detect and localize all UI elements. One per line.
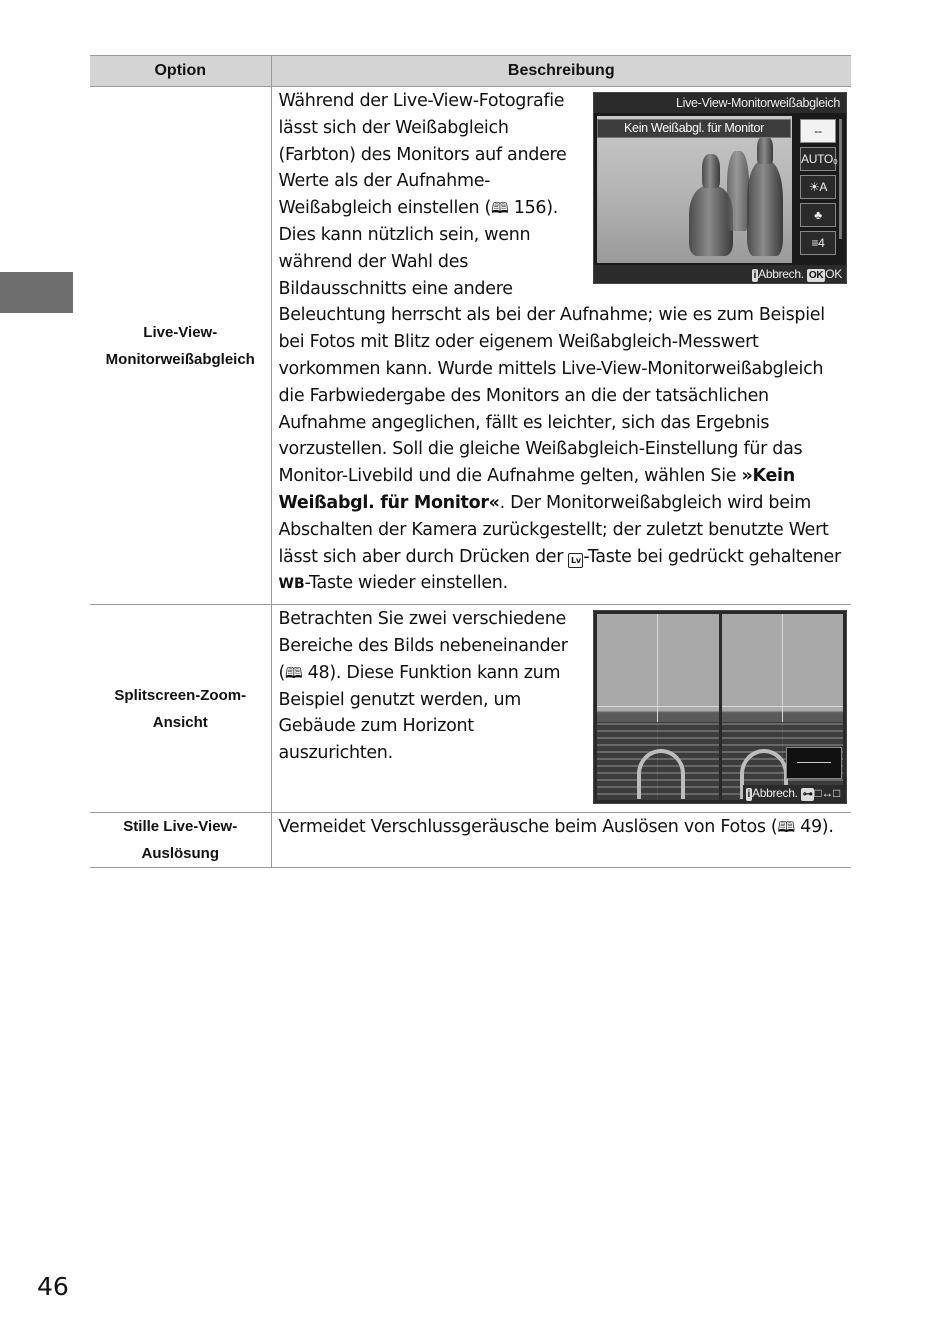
options-table (90, 55, 851, 868)
left-pane (597, 614, 719, 800)
description-text: 49). (794, 817, 834, 838)
wb-option: ♣ (800, 203, 836, 227)
table-row (90, 605, 851, 813)
description-cell (271, 87, 851, 605)
screen-photo (597, 116, 792, 263)
live-view-button-icon: Lv (568, 553, 583, 568)
description-text: 48). Diese Funktion kann zum Beispiel genutzt werden, um Gebäude zum Horizont auszurichten. (278, 662, 561, 764)
option-label: Stille Live-View- Auslösung (123, 818, 238, 863)
swap-label: □↔□ (814, 786, 840, 801)
page-reference-icon: 🕮 (491, 199, 509, 218)
ok-label: OK (825, 267, 842, 281)
description-text: -Taste bei gedrückt gehaltener (583, 546, 841, 567)
cancel-label: Abbrech. (758, 267, 804, 281)
scrollbar (839, 119, 842, 239)
wb-option-list (800, 119, 836, 259)
selected-option: Kein Weißabgl. für Monitor (597, 119, 791, 138)
option-label: Splitscreen-Zoom- Ansicht (114, 686, 247, 731)
wb-button-symbol: WB (278, 576, 305, 593)
monitor-wb-screen (593, 92, 847, 284)
table-header-row (90, 56, 851, 87)
header-description: Beschreibung (271, 56, 851, 87)
description-text: Während der Live-View-Fotografie lässt sich der Weißabgleich (Farbton) des Monitors auf andere Werte als der Aufnahme-Weißabgleich einstellen ( (278, 91, 567, 219)
info-key-icon: i (747, 789, 750, 801)
description-cell (271, 813, 851, 868)
page-number: 46 (37, 1272, 69, 1301)
chapter-tab (0, 272, 73, 313)
screen-footer (743, 785, 843, 801)
menu-term: »Kein Weißabgl. für Monitor« (278, 466, 795, 513)
description-text: . Der Monitorweißabgleich wird beim Abschalten der Kamera zurückgestellt; der zuletzt benutzte Wert lässt sich aber durch Drücken der (278, 492, 829, 567)
description-text: Vermeidet Verschlussgeräusche beim Auslösen von Fotos ( (278, 817, 778, 838)
option-silent-live-view (90, 813, 271, 868)
screen-title: Live-View-Monitorweißabgleich (594, 93, 846, 113)
wb-option: ≡4 (800, 231, 836, 255)
wb-option: AUTO₀ (800, 147, 836, 171)
description-text: Betrachten Sie zwei verschiedene Bereiche des Bilds nebeneinander ( (278, 609, 568, 683)
description-text: -Taste wieder einstellen. (304, 573, 508, 594)
page-reference-icon: 🕮 (777, 818, 795, 837)
header-option: Option (90, 56, 271, 87)
page-reference-icon: 🕮 (285, 663, 303, 682)
description-text: 156). Dies kann nützlich sein, wenn während der Wahl des Bildausschnitts eine andere Beleuchtung herrscht als bei der Aufnahme; wie es zum Beispiel bei Fotos mit Blitz oder eigenem Weißabgleich-Messwert vorkommen kann. Wurde mittels Live-View-Monitorweißabgleich die Farbwiedergabe des Monitors an die der tatsächlichen Aufnahme angeglichen, fällt es leichter, sich das Ergebnis vorzustellen. Soll die gleiche Weißabgleich-Einstellung für das Monitor-Livebild und die Aufnahme gelten, wählen Sie (278, 198, 825, 487)
lock-key-icon: ⊶ (802, 789, 813, 801)
navigation-window (786, 747, 842, 779)
table-row (90, 813, 851, 868)
table-row (90, 87, 851, 605)
description-cell (271, 605, 851, 813)
info-key-icon: i (753, 270, 757, 281)
splitscreen-screen (593, 610, 847, 804)
option-label: Live-View- Monitorweißabgleich (105, 323, 255, 368)
ok-key-icon: OK (808, 270, 824, 281)
wb-option: -- (800, 119, 836, 143)
option-live-view-monitor-wb (90, 87, 271, 605)
option-splitscreen-zoom (90, 605, 271, 813)
wb-option: ☀A (800, 175, 836, 199)
cancel-label: Abbrech. (752, 786, 798, 801)
screen-footer (594, 265, 846, 283)
